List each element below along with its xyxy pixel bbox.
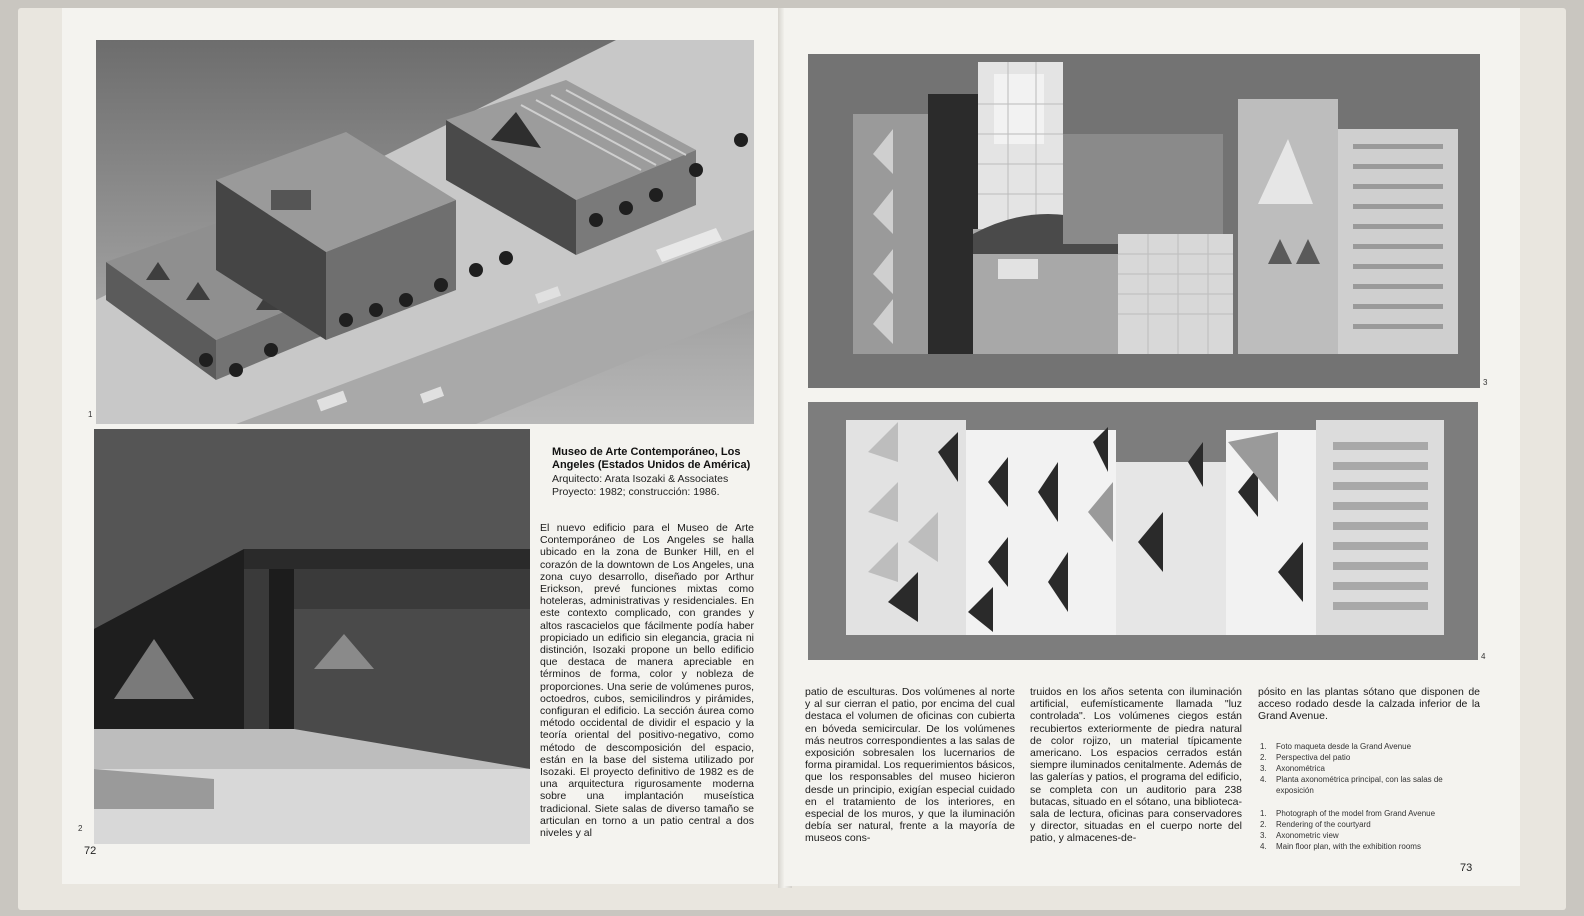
figure-3-number: 3 — [1483, 378, 1488, 387]
legend-en-item: 3. Axonometric view — [1260, 831, 1339, 840]
caption-title: Museo de Arte Contemporáneo, Los Angeles (Estados Unidos de América) — [552, 446, 751, 471]
body-column-4: pósito en las plantas sótano que disponen de acceso rodado desde la calzada inferior de la Grand Avenue. — [1258, 686, 1480, 723]
legend-en-item: 1. Photograph of the model from Grand Avenue — [1260, 809, 1436, 818]
figure-2-number: 2 — [78, 824, 83, 833]
courtyard-rendering — [94, 429, 530, 844]
caption-architect: Arquitecto: Arata Isozaki & Associates — [552, 473, 729, 485]
floor-plan-drawing — [808, 402, 1478, 660]
legend-es-item: 1. Foto maqueta desde la Grand Avenue — [1260, 742, 1412, 751]
body-column-3: truidos en los años setenta con iluminación artificial, eufemísticamente llamada "luz controlada". Los volúmenes ciegos están recubiertos exteriormente de piedra natural de color rojizo, un material típicamente americano. Los espacios cerrados están siempre iluminados cenitalmente. Además de las galerías y patios, el programa del edificio, se completa con un auditorio para 238 butacas, situado en el sótano, una biblioteca-sala de lectura, oficinas para conservadores y director, situadas en el cuerpo norte del patio, y almacenes-de- — [1030, 686, 1242, 845]
caption-credits — [552, 473, 762, 499]
caption-project: Proyecto: 1982; construcción: 1986. — [552, 486, 720, 498]
model-photo — [96, 40, 754, 424]
legend-spanish — [1260, 741, 1482, 796]
axonometric-drawing — [808, 54, 1480, 388]
right-page-number: 73 — [1460, 862, 1473, 874]
figure-4-number: 4 — [1481, 652, 1486, 661]
legend-es-item: 4. Planta axonométrica principal, con las salas de exposición — [1260, 775, 1443, 795]
legend-en-item: 2. Rendering of the courtyard — [1260, 820, 1371, 829]
figure-1-number: 1 — [88, 410, 93, 419]
body-column-2: patio de esculturas. Dos volúmenes al norte y al sur cierran el patio, por encima del cual destaca el volumen de oficinas con cubierta en bóveda semicircular. De los volúmenes más neutros correspondientes a las salas de exposición sobresalen los lucernarios de forma piramidal. Los requerimientos básicos, que los responsables del museo hicieron desde un principio, exigían especial cuidado en el tratamiento de los interiores, en especial de los muros, y que la iluminación debía ser natural, frente a la mayoría de museos cons- — [805, 686, 1015, 845]
legend-en-item: 4. Main floor plan, with the exhibition rooms — [1260, 842, 1421, 851]
body-column-1: El nuevo edificio para el Museo de Arte Contemporáneo de Los Angeles se halla ubicado en la zona de Bunker Hill, en el corazón de la downtown de Los Angeles, una zona cuyo desarrollo, diseñado por Arthur Erickson, prevé funciones mixtas como hoteleras, administrativas y residenciales. En este contexto complicado, con grandes y altos rascacielos que fácilmente podía haber propiciado un edificio sin elegancia, gracia ni distinción, Isozaki propone un bello edificio que destaca de manera apreciable en términos de forma, color y nobleza de proporciones. Una serie de volúmenes puros, octoedros, cubos, semicilindros y pirámides, configuran el edificio. La sección áurea como método occidental de dividir el espacio y la teoría oriental del positivo-negativo, como método de descomposición del espacio, están en la base del sistema utilizado por Isozaki. El proyecto definitivo de 1982 es de una arquitectura rigurosamente moderna sobre una implantación museística tradicional. Siete salas de diverso tamaño se articulan en torno a un patio central a dos niveles y al — [540, 522, 754, 840]
legend-english — [1260, 808, 1482, 852]
legend-es-item: 2. Perspectiva del patio — [1260, 753, 1351, 762]
left-page-number: 72 — [84, 845, 97, 857]
legend-es-item: 3. Axonométrica — [1260, 764, 1325, 773]
